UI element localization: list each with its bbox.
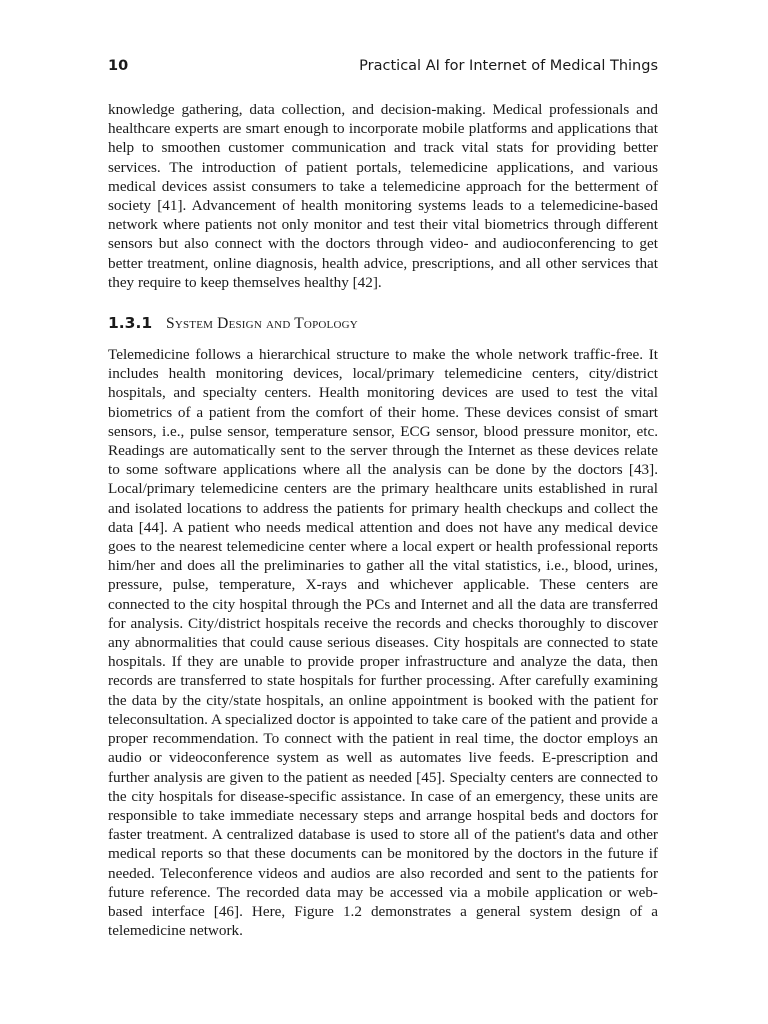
section-title: System Design and Topology <box>166 315 358 333</box>
running-header <box>108 58 658 82</box>
body-paragraph-2: Telemedicine follows a hierarchical structure to make the whole network traffic-free. It includes health monitoring devices, local/primary telemedicine centers, city/district hospitals, and specialty centers. Health monitoring devices are used to test the vital biometrics of a patient from the comfort of their home. These devices consist of smart sensors, i.e., pulse sensor, temperature sensor, ECG sensor, blood pressure monitor, etc. Readings are automatically sent to the server through the Internet as these devices relate to some software applications where all the analysis can be done by the doctors [43]. Local/primary telemedicine centers are the primary healthcare units established in rural and isolated locations to address the patients for primary health checkups and collect the data [44]. A patient who needs medical attention and does not have any medical device goes to the nearest telemedicine center where a local expert or health professional reports him/her and does all the preliminaries to gather all the vital statistics, i.e., blood, urines, pressure, pulse, temperature, X-rays and whichever applicable. These centers are connected to the city hospital through the PCs and Internet and all the data are transferred for analysis. City/district hospitals receive the records and checks thoroughly to discover any abnormalities that could cause serious diseases. City hospitals are connected to state hospitals. If they are unable to provide proper infrastructure and analyze the data, then records are transferred to state hospitals for further processing. After carefully examining the data by the city/state hospitals, an online appointment is booked with the patient for teleconsultation. A specialized doctor is appointed to take care of the patient and provide a proper recommendation. To connect with the patient in real time, the doctor employs an audio or videoconference system as well as automates live feeds. E-prescription and further analysis are given to the patient as needed [45]. Specialty centers are connected to the city hospitals for disease-specific assistance. In case of an emergency, these units are responsible to take immediate necessary steps and arrange hospital beds and doctors for faster treatment. A centralized database is used to store all of the patient's data and other medical reports so that these documents can be monitored by the doctors in the future if needed. Teleconference videos and audios are also recorded and sent to the patients for future reference. The recorded data may be accessed via a mobile application or web-based interface [46]. Here, Figure 1.2 demonstrates a general system design of a telemedicine network. <box>108 346 658 940</box>
book-title: Practical AI for Internet of Medical Things <box>359 58 658 74</box>
section-heading <box>108 314 658 336</box>
page-number: 10 <box>108 58 129 74</box>
body-paragraph-1: knowledge gathering, data collection, and decision-making. Medical professionals and healthcare experts are smart enough to incorporate mobile platforms and applications that help to smoothen customer communication and track vital stats for providing better services. The introduction of patient portals, telemedicine applications, and various medical devices assist consumers to take a telemedicine approach for the betterment of society [41]. Advancement of health monitoring systems leads to a telemedicine-based network where patients not only monitor and test their vital biometrics through different sensors but also connect with the doctors through video- and audioconferencing to get better treatment, online diagnosis, health advice, prescriptions, and all other services that they require to keep themselves healthy [42]. <box>108 101 658 291</box>
document-page <box>108 58 658 940</box>
section-number: 1.3.1 <box>108 314 153 333</box>
